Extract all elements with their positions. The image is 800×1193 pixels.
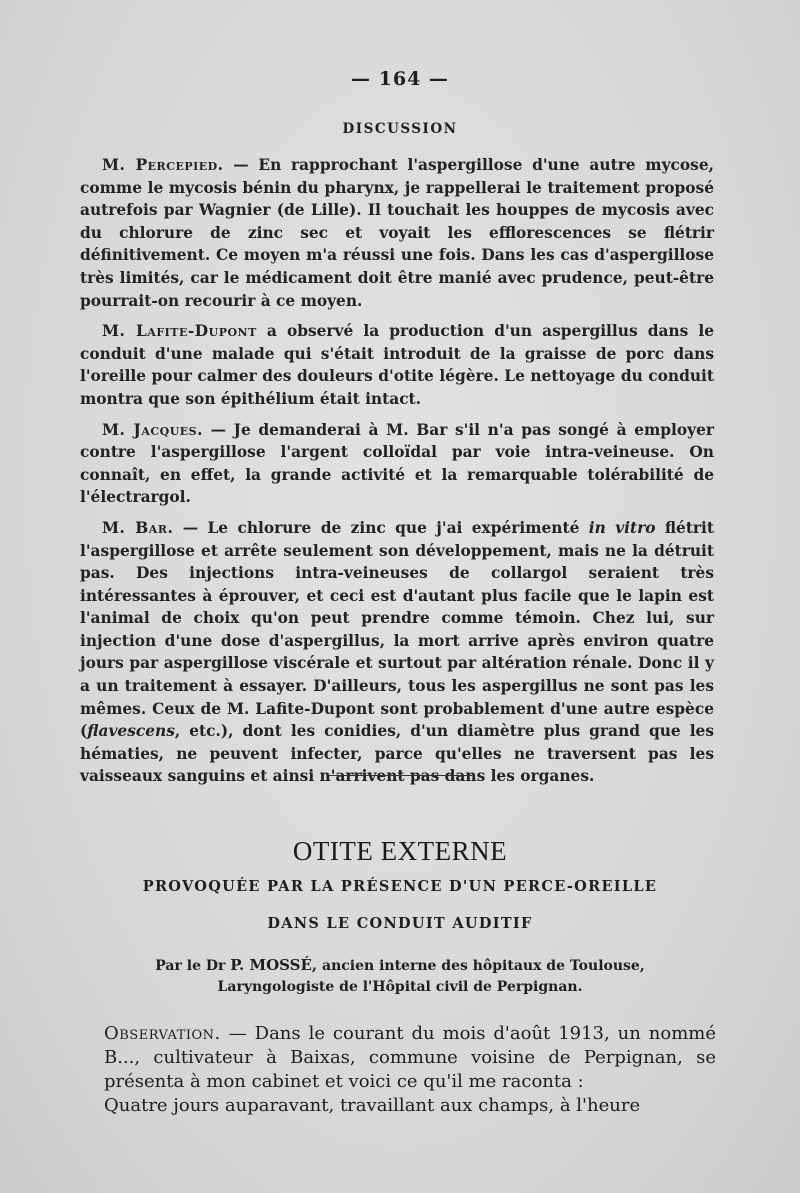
- discussion-body: [80, 154, 714, 796]
- paragraph-jacques: [80, 419, 714, 509]
- article-subtitle-2: DANS LE CONDUIT AUDITIF: [267, 915, 533, 932]
- observation-label: Observation.: [104, 1023, 221, 1044]
- speaker-name: M. Lafite-Dupont: [102, 322, 257, 341]
- paragraph-bar: [80, 517, 714, 788]
- section-divider: [328, 775, 472, 776]
- author-line-1: [0, 955, 800, 977]
- paragraph-lafite-dupont: [80, 320, 714, 410]
- author-line-2: Laryngologiste de l'Hôpital civil de Perpignan.: [217, 979, 583, 995]
- author-block: [0, 955, 800, 998]
- observation-continuation: Quatre jours auparavant, travaillant aux champs, à l'heure: [104, 1095, 641, 1116]
- page-number: — 164 —: [351, 68, 449, 90]
- speaker-name: M. Jacques.: [102, 420, 203, 439]
- author-prefix: Par le Dr: [155, 958, 231, 974]
- author-affiliation: ancien interne des hôpitaux de Toulouse,: [317, 958, 645, 974]
- paragraph-text: flétrit l'aspergillose et arrête seulement son développement, mais ne la détruit pas. Des injections intra-veineuses de collargol seraient très intéressantes à éprouver, et ceci est d'autant plus facile que le lapin est l'animal de choix qu'on peut prendre comme témoin. Chez lui, sur injection d'une dose d'aspergillus, la mort arrive après environ quatre jours par aspergillose viscérale et surtout par altération rénale. Donc il y a un traitement à essayer. D'ailleurs, tous les aspergillus ne sont pas les mêmes. Ceux de M. Lafite-Dupont sont probablement d'une autre espèce (: [80, 518, 715, 741]
- paragraph-text: — Je demanderai à M. Bar s'il n'a pas songé à employer contre l'aspergillose l'argent colloïdal par voie intra-veineuse. On connaît, en effet, la grande activité et la remarquable tolérabilité de l'électrargol.: [80, 420, 715, 507]
- paragraph-percepied: [80, 154, 714, 312]
- observation-body: [104, 1022, 716, 1118]
- article-subtitle-1: PROVOQUÉE PAR LA PRÉSENCE D'UN PERCE-OREILLE: [142, 878, 658, 895]
- paragraph-text: , etc.), dont les conidies, d'un diamètre plus grand que les hématies, ne peuvent infecter, parce qu'elles ne traversent pas les vaisseaux sanguins et ainsi n'arrivent pas dans les organes.: [80, 722, 714, 786]
- discussion-heading: DISCUSSION: [342, 121, 458, 137]
- observation-paragraph: [104, 1022, 716, 1094]
- author-name: P. MOSSÉ,: [230, 956, 318, 974]
- paragraph-text: — En rapprochant l'aspergillose d'une autre mycose, comme le mycosis bénin du pharynx, je rappellerai le traitement proposé autrefois par Wagnier (de Lille). Il touchait les houppes de mycosis avec du chlorure de zinc sec et voyait les efflorescences se flétrir définitivement. Ce moyen m'a réussi une fois. Dans les cas d'aspergillose très limités, car le médicament doit être manié avec prudence, peut-être pourrait-on recourir à ce moyen.: [80, 156, 714, 310]
- italic-term: flavescens: [87, 722, 175, 741]
- speaker-name: M. Percepied.: [102, 156, 224, 174]
- italic-term: in vitro: [588, 518, 656, 537]
- paragraph-text: a observé la production d'un aspergillus dans le conduit d'une malade qui s'était introduit de la graisse de porc dans l'oreille pour calmer des douleurs d'otite légère. Le nettoyage du conduit montra que son épithélium était intact.: [80, 322, 715, 408]
- paragraph-text: — Le chlorure de zinc que j'ai expérimenté: [173, 518, 589, 537]
- observation-text: — Dans le courant du mois d'août 1913, un nommé B..., cultivateur à Baixas, commune voisine de Perpignan, se présenta à mon cabinet et voici ce qu'il me raconta :: [104, 1023, 716, 1092]
- speaker-name: M. Bar.: [102, 518, 174, 537]
- article-title: OTITE EXTERNE: [292, 836, 508, 866]
